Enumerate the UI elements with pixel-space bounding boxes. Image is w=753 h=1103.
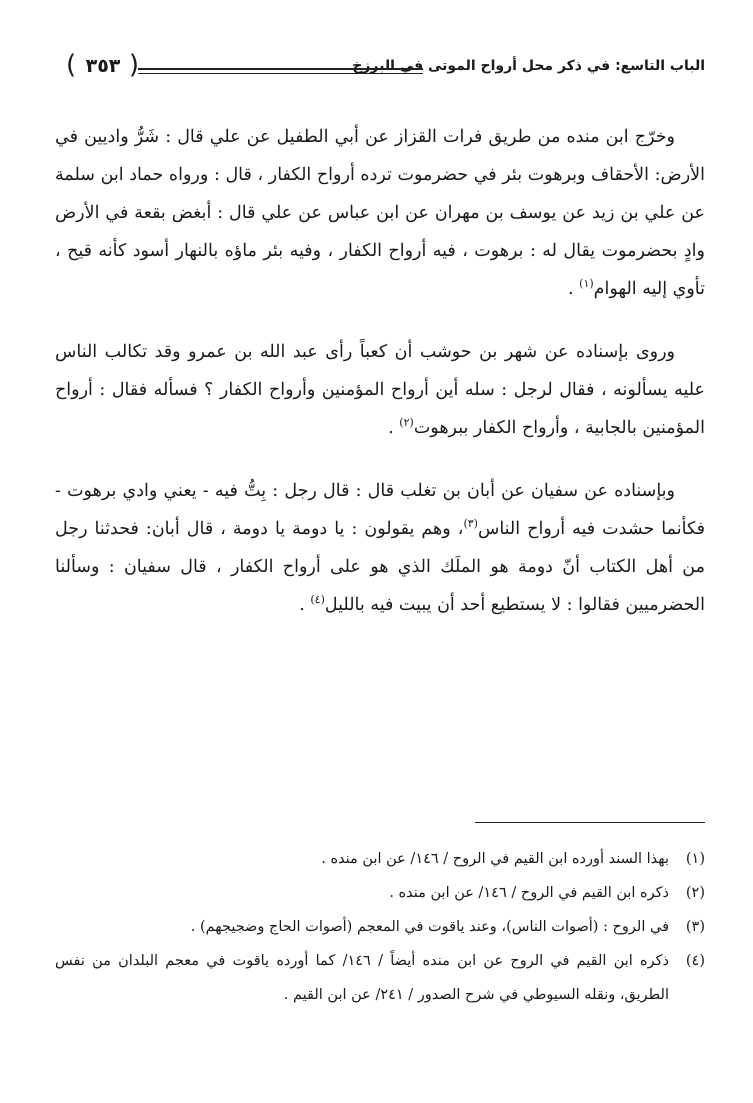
running-header — [70, 48, 705, 88]
footnote-marker[interactable]: (٤) — [310, 593, 325, 606]
footnote-text: ذكره ابن القيم في الروح / ١٤٦/ عن ابن منده . — [389, 885, 669, 901]
footnote — [55, 944, 705, 1012]
paragraph: وروى بإسناده عن شهر بن حوشب أن كعباً رأى عبد الله بن عمرو وقد تكالب الناس عليه يسألونه ، فقال لرجل : سله أين أرواح المؤمنين وأرواح الكفار ؟ فسأله فقال : أرواح المؤمنين بالجابية ، وأرواح الكفار ببرهوت$^{(٢)}$ . — [55, 342, 705, 438]
footnote-number: (١) — [685, 851, 705, 867]
footnote — [55, 876, 705, 910]
footnote — [55, 910, 705, 944]
header-rule — [138, 68, 423, 70]
footnote-separator — [475, 822, 705, 823]
header-rule-thin — [138, 73, 423, 74]
footnotes — [55, 842, 705, 1012]
footnote-text: ذكره ابن القيم في الروح عن ابن منده أيضاً / ١٤٦/ كما أورده ياقوت في معجم البلدان من نفس الطريق، ونقله السيوطي في شرح الصدور / ٢٤١/ عن ابن القيم . — [55, 953, 669, 1003]
paragraph: وخرّج ابن منده من طريق فرات القزاز عن أبي الطفيل عن علي قال : شَرُّ واديين في الأرض: الأحقاف وبرهوت بئر في حضرموت ترده أرواح الكفار ، قال : ورواه حماد ابن سلمة عن علي بن زيد عن يوسف بن مهران عن ابن عباس عن علي قال : أبغض بقعة في الأرض وادٍ بحضرموت يقال له : برهوت ، فيه أرواح الكفار ، وفيه بئر ماؤه بالنهار أسود كأنه قيح ، تأوي إليه الهوام$^{(١)}$ . — [55, 127, 705, 299]
footnote-text: في الروح : (أصوات الناس)، وعند ياقوت في المعجم (أصوات الحاج وضجيجهم) . — [190, 919, 669, 935]
footnote-number: (٤) — [685, 953, 705, 969]
footnote-marker[interactable]: (٢) — [399, 416, 414, 429]
footnote-number: (٢) — [685, 885, 705, 901]
footnote-marker[interactable]: (١) — [579, 277, 594, 290]
chapter-title: الباب التاسع: في ذكر محل أرواح الموتى في البرزخ — [352, 58, 705, 74]
body-text — [55, 118, 705, 649]
paragraph: وبإسناده عن سفيان عن أبان بن تغلب قال : قال رجل : بِتُّ فيه - يعني وادي برهوت - فكأنما حشدت فيه أرواح الناس$^{(٣)}$، وهم يقولون : يا دومة يا دومة ، قال أبان: فحدثنا رجل من أهل الكتاب أنّ دومة هو الملَك الذي هو على أرواح الكفار ، قال سفيان : وسألنا الحضرميين فقالوا : لا يستطيع أحد أن يبيت فيه بالليل$^{(٤)}$ . — [55, 481, 705, 615]
footnote-number: (٣) — [685, 919, 705, 935]
footnote-marker[interactable]: (٣) — [463, 517, 478, 530]
footnote-text: بهذا السند أورده ابن القيم في الروح / ١٤٦/ عن ابن منده . — [321, 851, 669, 867]
footnote — [55, 842, 705, 876]
page-number: ( ٣٥٣ ) — [70, 52, 136, 80]
